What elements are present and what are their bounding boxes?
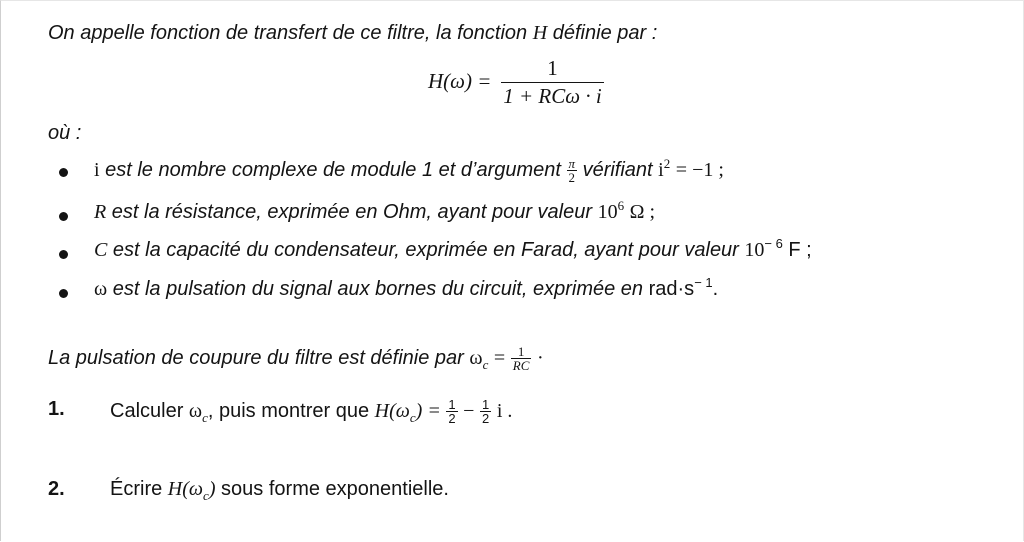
q1-fraction-1: [446, 398, 457, 425]
fraction-denominator: 2: [448, 411, 456, 426]
cutoff-tail: ·: [536, 346, 544, 369]
bullet-math: rad·s: [648, 278, 695, 300]
cutoff-sub: c: [482, 356, 489, 372]
question-1: [48, 398, 65, 421]
q2-expr-b: ): [208, 478, 216, 500]
q1-fraction-2: [480, 398, 491, 425]
bullet-sup: − 6: [764, 236, 783, 251]
formula-fraction: [501, 58, 603, 107]
intro-text: On appelle fonction de transfert de ce filtre, la fonction: [48, 22, 528, 44]
q1-text1: Calculer: [110, 399, 184, 422]
bullet-symbol: ω: [94, 278, 108, 300]
q1-expr-sub: c: [409, 409, 416, 425]
question-number: 1.: [48, 398, 65, 420]
bullet-math-tail: .: [712, 278, 719, 300]
bullet-math-tail: = −1 ;: [675, 158, 724, 181]
cutoff-fraction: [511, 345, 532, 372]
bullet-symbol: C: [94, 239, 108, 261]
bullet-item-omega: [94, 275, 719, 301]
q1-expr-b: ) =: [415, 399, 441, 422]
bullet-math: 10: [744, 239, 765, 261]
transfer-formula: [428, 58, 604, 107]
bullet-dot: [59, 250, 68, 259]
ou-label: où :: [48, 122, 82, 144]
cutoff-text: La pulsation de coupure du filtre est définie par: [48, 346, 464, 369]
question-1-body: [110, 398, 512, 425]
bullet-sup: 2: [663, 155, 671, 171]
question-2: [48, 478, 65, 501]
bullet-text2: vérifiant: [582, 158, 653, 181]
bullet-sup: − 1: [694, 275, 713, 290]
bullet-text: est la résistance, exprimée en Ohm, ayant pour valeur: [111, 201, 593, 223]
q1-symbol: ω: [188, 399, 203, 422]
formula-denominator: 1 + RCω · i: [503, 84, 602, 108]
bullet-math-tail: F ;: [788, 239, 812, 261]
bullet-text: est le nombre complexe de module 1 et d’argument: [105, 158, 561, 181]
bullet-symbol: i: [94, 158, 100, 181]
question-number: 2.: [48, 478, 65, 500]
fraction-denominator: 2: [567, 170, 578, 184]
fraction-numerator: 1: [482, 397, 490, 412]
bullet-math-tail: Ω ;: [629, 201, 656, 223]
bullet-math: i: [658, 158, 664, 181]
q1-minus: −: [463, 399, 475, 422]
bullet-dot: [59, 289, 68, 298]
fraction-denominator: 2: [482, 411, 490, 426]
cutoff-line: [48, 345, 544, 372]
fraction-numerator: π: [568, 156, 576, 171]
bullet-fraction: [567, 157, 578, 184]
question-2-body: [110, 478, 449, 501]
bullet-dot: [59, 212, 68, 221]
q2-text1: Écrire: [110, 478, 163, 500]
bullet-item-i: [94, 157, 724, 184]
formula-numerator: 1: [547, 56, 558, 80]
fraction-denominator: RC: [512, 358, 530, 373]
fraction-numerator: 1: [517, 344, 525, 359]
bullet-symbol: R: [94, 201, 107, 223]
bullet-text: est la capacité du condensateur, exprimée en Farad, ayant pour valeur: [112, 239, 739, 261]
q2-expr-a: H(ω: [167, 478, 204, 500]
fraction-numerator: 1: [448, 397, 456, 412]
cutoff-eq: =: [493, 346, 506, 369]
q1-sub: c: [202, 409, 208, 425]
bullet-math: 10: [597, 201, 618, 223]
q1-expr-a: H(ω: [374, 399, 410, 422]
q1-text2: , puis montrer que: [207, 399, 370, 422]
bullet-text: est la pulsation du signal aux bornes du circuit, exprimée en: [112, 278, 644, 300]
intro-var: H: [532, 22, 548, 44]
bullet-sup: 6: [617, 198, 625, 213]
intro-line: [48, 22, 657, 45]
cutoff-symbol: ω: [469, 346, 483, 369]
formula-lhs: H(ω) =: [428, 69, 492, 94]
q2-text2: sous forme exponentielle.: [221, 478, 449, 500]
intro-end: définie par :: [552, 22, 658, 44]
bullet-item-r: [94, 198, 656, 224]
q1-tail: i .: [496, 399, 513, 422]
q2-expr-sub: c: [203, 488, 209, 503]
bullet-item-c: [94, 236, 812, 262]
bullet-dot: [59, 168, 68, 177]
